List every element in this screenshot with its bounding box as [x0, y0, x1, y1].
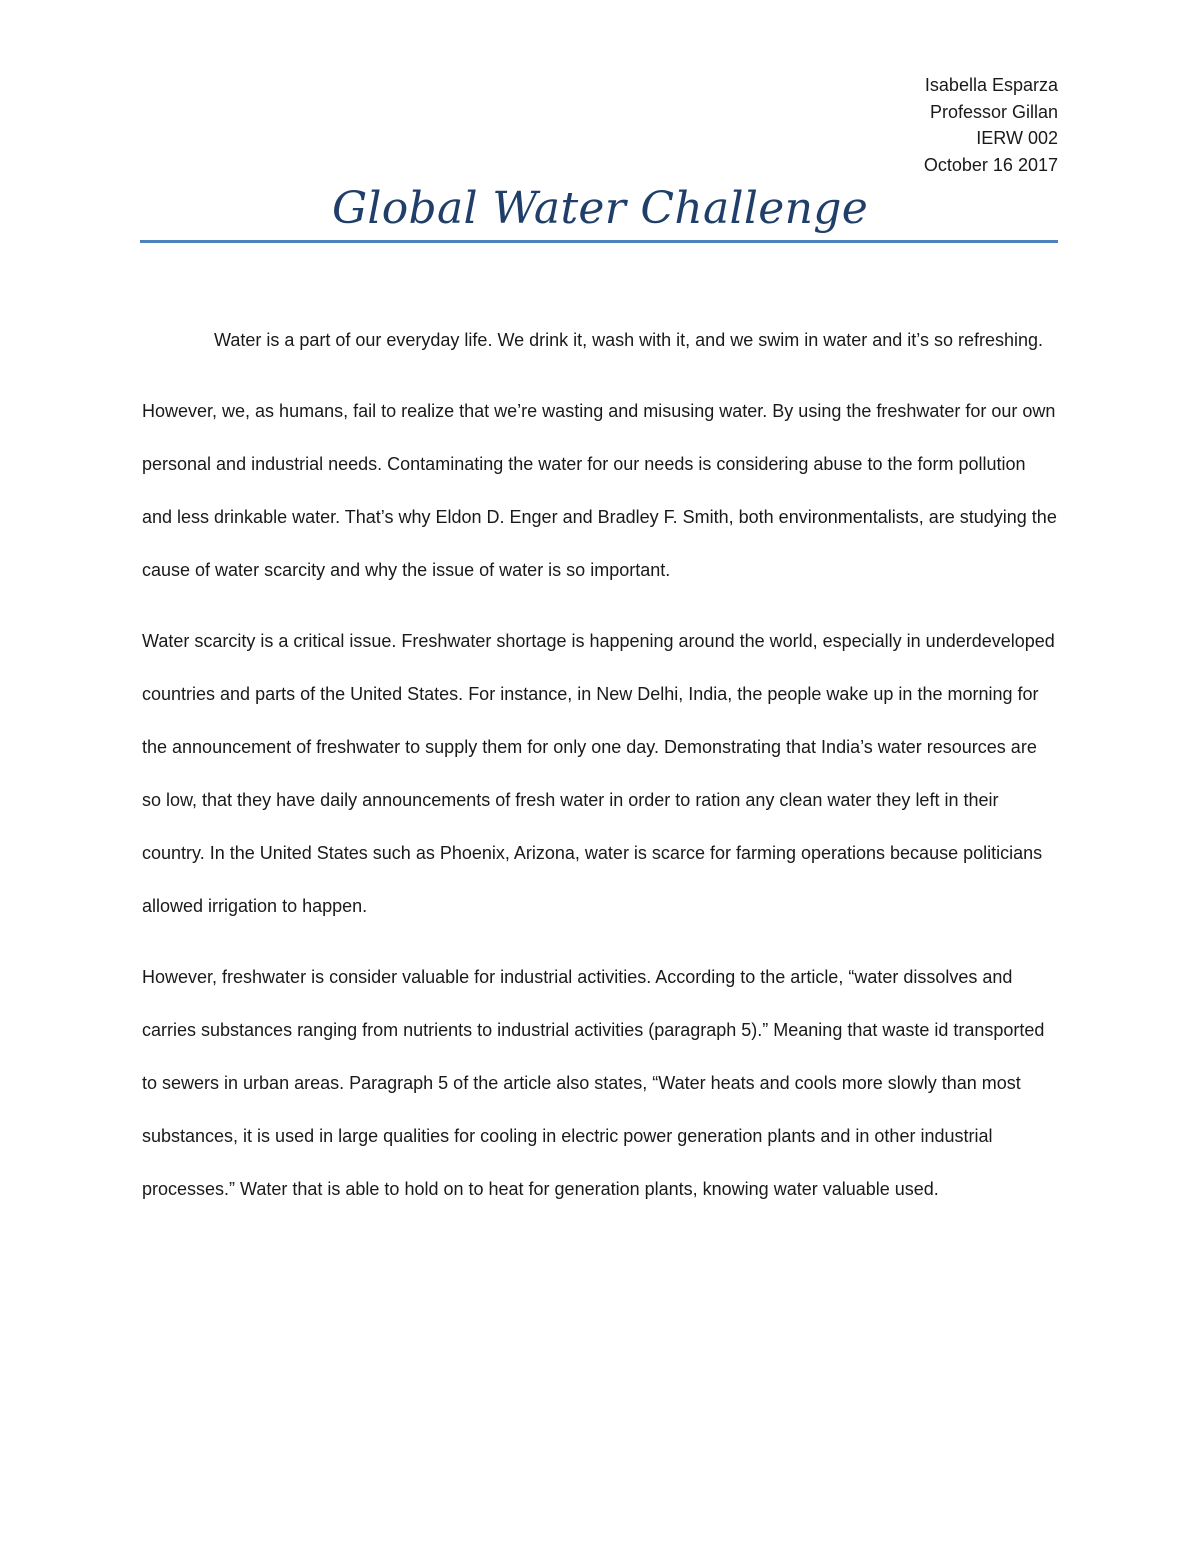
title-underline-rule	[140, 240, 1058, 243]
document-date: October 16 2017	[923, 154, 1058, 175]
document-body	[142, 314, 1058, 1216]
course-code: IERW 002	[976, 128, 1058, 148]
paragraph-industrial: However, freshwater is consider valuable for industrial activities. According to the article, “water dissolves and carries substances ranging from nutrients to industrial activities (paragraph 5).” Meaning that waste id transported to sewers in urban areas. Paragraph 5 of the article also states, “Water heats and cools more slowly than most substances, it is used in large qualities for cooling in electric power generation plants and in other industrial processes.” Water that is able to hold on to heat for generation plants, knowing water valuable used.	[142, 967, 1045, 1199]
author-name: Isabella Esparza	[924, 75, 1058, 95]
paragraph-misuse: However, we, as humans, fail to realize that we’re wasting and misusing water. By using the freshwater for our own personal and industrial needs. Contaminating the water for our needs is considering abuse to the form pollution and less drinkable water. That’s why Eldon D. Enger and Bradley F. Smith, both environmentalists, are studying the cause of water scarcity and why the issue of water is so important.	[142, 401, 1057, 580]
author-header	[924, 72, 1058, 178]
paragraph-intro: Water is a part of our everyday life. We drink it, wash with it, and we swim in water and it’s so refreshing.	[214, 330, 1044, 350]
document-title: Global Water Challenge	[331, 183, 869, 234]
professor-name: Professor Gillan	[929, 101, 1058, 122]
paragraph-scarcity: Water scarcity is a critical issue. Freshwater shortage is happening around the world, especially in underdeveloped countries and parts of the United States. For instance, in New Delhi, India, the people wake up in the morning for the announcement of freshwater to supply them for only one day. Demonstrating that India’s water resources are so low, that they have daily announcements of fresh water in order to ration any clean water they left in their country. In the United States such as Phoenix, Arizona, water is scarce for farming operations because politicians allowed irrigation to happen.	[142, 631, 1055, 916]
